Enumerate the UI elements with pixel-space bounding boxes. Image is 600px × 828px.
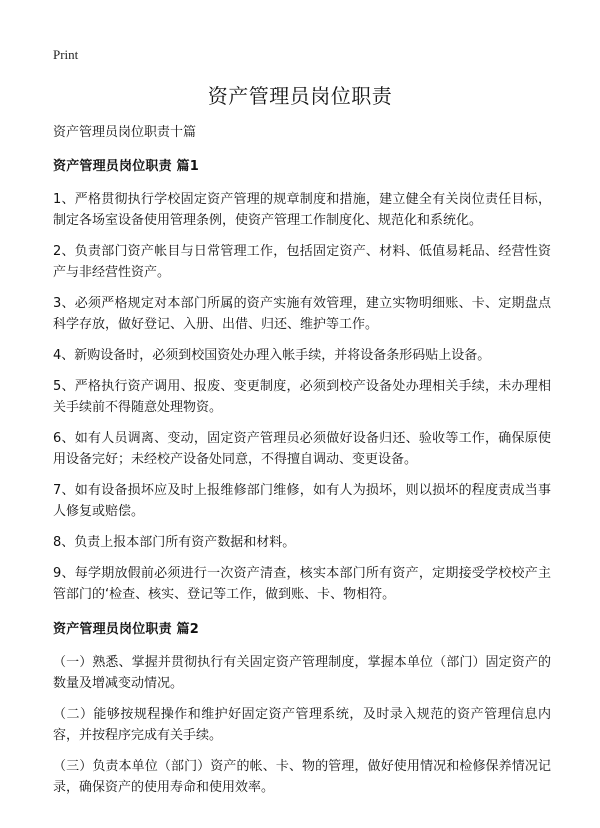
paragraph: （一）熟悉、掌握并贯彻执行有关固定资产管理制度，掌握本单位（部门）固定资产的数量及增减变动情况。 bbox=[53, 655, 551, 691]
section-heading: 资产管理员岗位职责 篇2 bbox=[53, 622, 199, 637]
section-2 bbox=[53, 619, 551, 798]
paragraph: 1、严格贯彻执行学校固定资产管理的规章制度和措施，建立健全有关岗位责任目标，制定各场室设备使用管理条例，使资产管理工作制度化、规范化和系统化。 bbox=[53, 192, 551, 228]
page-title: 资产管理员岗位职责 bbox=[207, 84, 393, 108]
paragraph: 8、负责上报本部门所有资产数据和材料。 bbox=[53, 535, 296, 550]
section-heading: 资产管理员岗位职责 篇1 bbox=[53, 159, 199, 174]
paragraph: 2、负责部门资产帐目与日常管理工作，包括固定资产、材料、低值易耗品、经营性资产与非经营性资产。 bbox=[53, 244, 551, 280]
document-body bbox=[53, 122, 551, 808]
paragraph: 5、严格执行资产调用、报废、变更制度，必须到校产设备处办理相关手续，未办理相关手续前不得随意处理物资。 bbox=[53, 379, 551, 415]
paragraph: 4、新购设备时，必须到校国资处办理入帐手续，并将设备条形码贴上设备。 bbox=[53, 348, 491, 363]
paragraph: 9、每学期放假前必须进行一次资产清查，核实本部门所有资产，定期接受学校校产主管部门的‘检查、核实、登记等工作，做到账、卡、物相符。 bbox=[53, 566, 551, 602]
paragraph: 6、如有人员调离、变动，固定资产管理员必须做好设备归还、验收等工作，确保原使用设备完好；未经校产设备处同意，不得擅自调动、变更设备。 bbox=[53, 431, 551, 467]
paragraph: （二）能够按规程操作和维护好固定资产管理系统，及时录入规范的资产管理信息内容，并按程序完成有关手续。 bbox=[53, 707, 551, 743]
section-1 bbox=[53, 156, 551, 605]
print-label: Print bbox=[53, 47, 79, 62]
paragraph: 7、如有设备损坏应及时上报维修部门维修，如有人为损坏，则以损坏的程度责成当事人修复或赔偿。 bbox=[53, 483, 551, 519]
paragraph: 3、必须严格规定对本部门所属的资产实施有效管理，建立实物明细账、卡、定期盘点科学存放，做好登记、入册、出借、归还、维护等工作。 bbox=[53, 296, 551, 332]
paragraph: （三）负责本单位（部门）资产的帐、卡、物的管理，做好使用情况和检修保养情况记录，确保资产的使用寿命和使用效率。 bbox=[53, 759, 551, 795]
document-subtitle: 资产管理员岗位职责十篇 bbox=[53, 125, 197, 140]
